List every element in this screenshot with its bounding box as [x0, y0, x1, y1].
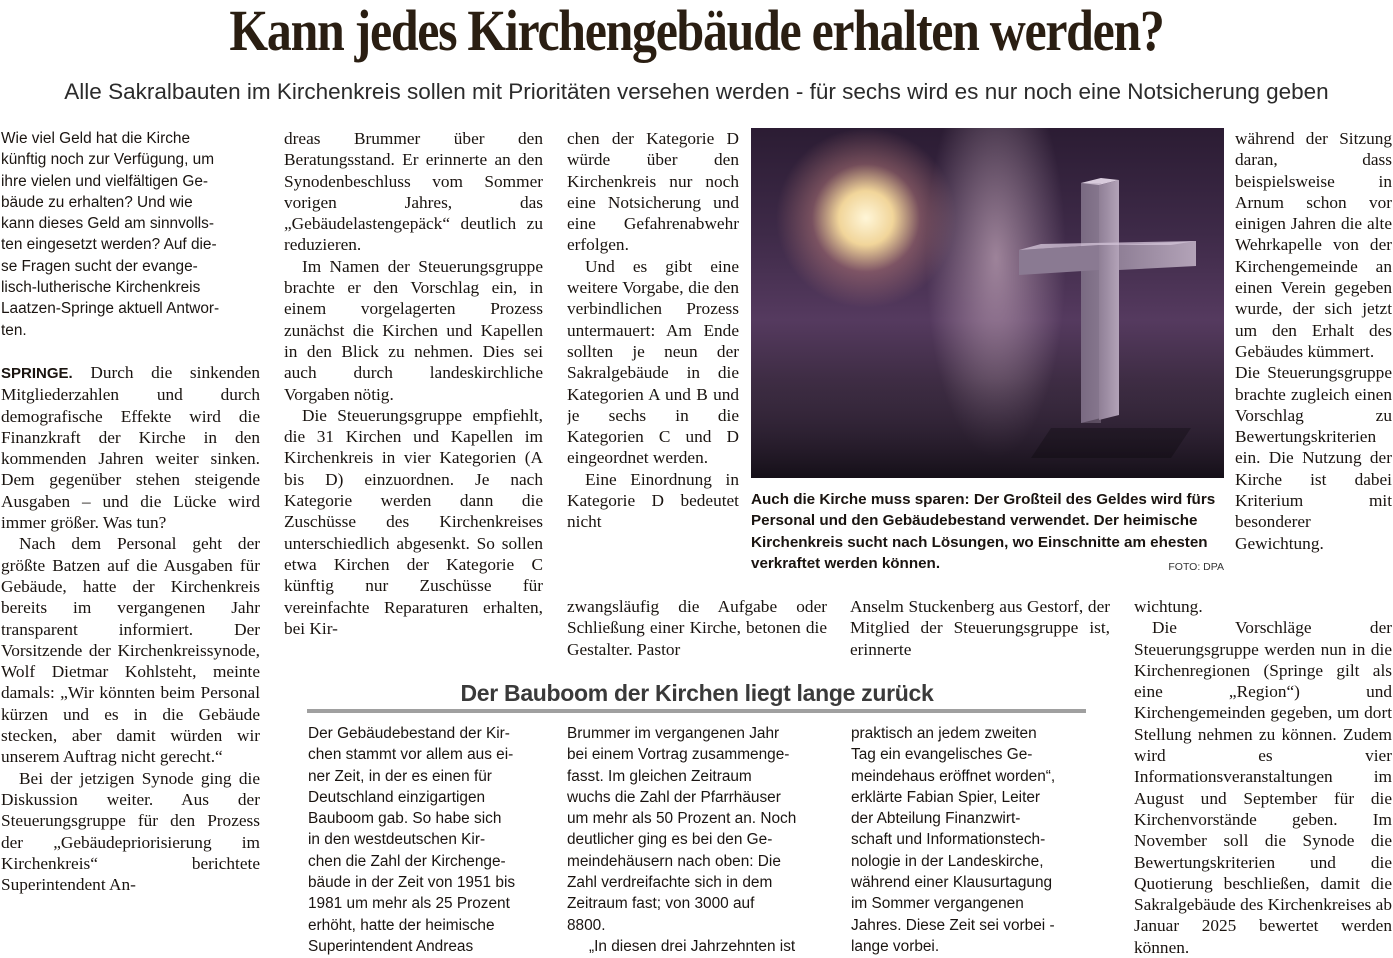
teaser-line: künftig noch zur Verfügung, um	[1, 151, 215, 169]
article-paragraph: chen der Kategorie D würde über den Kirchenkreis nur noch eine Notsicherung und eine Gefahrenabwehr erfolgen.	[567, 129, 739, 255]
teaser-line: bäude zu erhalten? Und wie	[1, 193, 193, 211]
dateline: SPRINGE.	[1, 364, 73, 382]
teaser-line: lisch-lutherische Kirchenkreis	[1, 279, 201, 297]
infobox-column-3: praktisch an jedem zweiten Tag ein evangelisches Ge- meindehaus eröffnet worden“, erklärte Fabian Spier, Leiter der Abteilung Finanzwirt- schaft und Informationstech- nologie in der Landeskirche, während einer Klausurtagung im Sommer vergangenen Jahres. Diese Zeit sei vorbei - lange vorbei.	[851, 725, 1056, 955]
teaser-line: Laatzen-Springe aktuell Antwor-	[1, 300, 220, 318]
teaser-line: ten.	[1, 321, 27, 339]
article-paragraph: Eine Einordnung in Kategorie D bedeutet nicht	[567, 469, 739, 532]
article-paragraph: Bei der jetzigen Synode ging die Diskussion weiter. Aus der Steuerungsgruppe für den Prozess der „Gebäudepriorisierung im Kirchenkreis“ berichtete Superintendent An-	[1, 768, 260, 895]
article-paragraph: wichtung.	[1134, 597, 1203, 616]
article-paragraph: während der Sitzung daran, dass beispielsweise in Arnum schon vor einigen Jahren die alte Wehrkapelle von der Kirchengemeinde an einen Verein gegeben wurde, der sich jetzt um den Erhalt des Gebäudes kümmert.	[1235, 129, 1392, 361]
article-paragraph: zwangsläufig die Aufgabe oder Schließung einer Kirche, betonen die Gestalter. Pastor	[567, 597, 827, 659]
article-paragraph: Nach dem Personal geht der größte Batzen auf die Ausgaben für Gebäude, hatte der Kirchenkreis bereits im vergangenen Jahr transparent informiert. Der Vorsitzende der Kirchenkreissynode, Wolf Dietmar Kohlsteht, meinte damals: „Wir könnten beim Personal kürzen und es in die Gebäude stecken, aber damit würden wir unserem Auftrag nicht gerecht.“	[1, 534, 260, 767]
teaser-line: ten eingesetzt werden? Auf die-	[1, 236, 217, 254]
subheadline: Alle Sakralbauten im Kirchenkreis sollen mit Prioritäten versehen werden - für sechs wird es nur noch eine Notsicherung geben	[64, 79, 1329, 104]
teaser-line: ihre vielen und vielfältigen Ge-	[1, 172, 209, 190]
teaser-line: Wie viel Geld hat die Kirche	[1, 130, 191, 147]
article-continuation-a	[567, 596, 827, 660]
teaser	[1, 128, 260, 341]
infobox-divider	[307, 709, 1086, 713]
article-column-3	[567, 128, 739, 596]
article-column-1	[1, 128, 260, 958]
cross-photo	[751, 128, 1224, 478]
article-paragraph: Und es gibt eine weitere Vorgabe, die den verbindlichen Prozess untermauert: Am Ende sollten je neun der Sakralgebäude in die Kategorien A und B und je sechs in die Kategorien C und D eingeordnet werden.	[567, 256, 739, 468]
article-paragraph: Im Namen der Steuerungsgruppe brachte er den Vorschlag ein, in einem vorgelagerten Prozess zunächst die Kirchen und Kapellen in den Blick zu nehmen. Dies sei auch durch landeskirchliche Vorgaben nötig.	[284, 256, 543, 404]
article-paragraph: Anselm Stuckenberg aus Gestorf, der Mitglied der Steuerungsgruppe ist, erinnerte	[850, 597, 1110, 659]
article-paragraph: Die Vorschläge der Steuerungsgruppe werden nun in die Kirchenregionen (Springe gilt als eine „Region“) und Kirchengemeinden gegeben, um dort Stellung nehmen zu können. Zudem wird es vier Informationsveranstaltungen im August und September für die Kirchenvorstände geben. Im November soll die Synode die Bewertungskriterien und die Quotierung beschließen, damit die Sakralgebäude des Kirchenkreises ab Januar 2025 bewertet werden können.	[1134, 618, 1392, 957]
article-paragraph: Die Steuerungsgruppe empfiehlt, die 31 Kirchen und Kapellen im Kirchenkreis in vier Kategorien (A bis D) einzuordnen. Je nach Kategorie werden dann die Zuschüsse des Kirchenkreises unterschiedlich abgesenkt. So sollen etwa Kirchen der Kategorie C künftig nur Zuschüsse für vereinfachte Reparaturen erhalten, bei Kir-	[284, 405, 543, 638]
article-column-2	[284, 128, 543, 660]
cross-illustration	[751, 128, 1224, 478]
infobox-column-1: Der Gebäudebestand der Kir- chen stammt vor allem aus ei- ner Zeit, in der es einen für Deutschland einzigartigen Bauboom gab. So habe sich in den westdeutschen Kir- chen die Zahl der Kirchenge- bäude in der Zeit von 1951 bis 1981 um mehr als 25 Prozent erhöht, hatte der heimische Superintendent Andreas	[308, 725, 516, 955]
photo-caption: Auch die Kirche muss sparen: Der Großteil des Geldes wird fürs Personal und den Gebäudebestand verwendet. Der heimische Kirchenkreis sucht nach Lösungen, wo Einschnitte am ehesten verkraftet werden können. FOTO: DPA	[751, 489, 1224, 578]
article-paragraph: dreas Brummer über den Beratungsstand. Er erinnerte an den Synodenbeschluss vom Sommer vorigen Jahres, das „Gebäudelastengepäck“ deutlich zu reduzieren.	[284, 129, 543, 255]
infobox-column-2: Brummer im vergangenen Jahr bei einem Vortrag zusammenge- fasst. Im gleichen Zeitraum wuchs die Zahl der Pfarrhäuser um mehr als 50 Prozent an. Noch deutlicher ging es bei den Ge- meindehäusern nach oben: Die Zahl verdreifachte sich in dem Zeitraum fast; von 3000 auf 8800. „In diesen drei Jahrzehnten ist	[567, 725, 797, 955]
article-paragraph: Die Steuerungsgruppe brachte zugleich einen Vorschlag zu Bewertungskriterien ein. Die Nutzung der Kirche ist dabei Kriterium mit besonderer Gewichtung.	[1235, 363, 1392, 553]
article-paragraph: SPRINGE. Durch die sinkenden Mitgliederzahlen und durch demografische Effekte wird die Finanzkraft der Kirche in den kommenden Jahren weiter sinken. Dem gegenüber stehen steigende Ausgaben – und die Lücke wird immer größer. Was tun?	[1, 362, 260, 533]
teaser-line: kann dieses Geld am sinnvolls-	[1, 215, 215, 233]
article-continuation-b	[850, 596, 1110, 660]
article-column-6	[1134, 596, 1392, 958]
infobox-title: Der Bauboom der Kirchen liegt lange zurück	[460, 680, 934, 706]
photo-credit: FOTO: DPA	[1168, 560, 1224, 573]
headline: Kann jedes Kirchengebäude erhalten werden?	[229, 0, 1164, 63]
teaser-line: se Fragen sucht der evange-	[1, 257, 198, 275]
article-column-5	[1235, 128, 1392, 596]
